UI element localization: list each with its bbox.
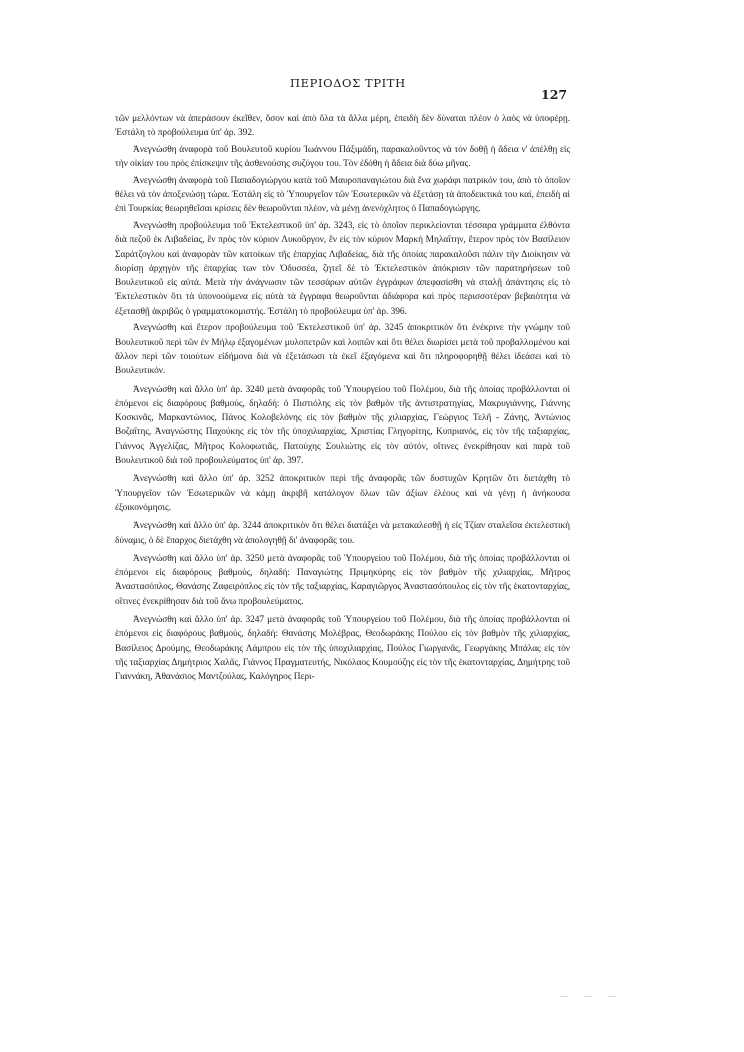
paragraph: Ἀνεγνώσθη καὶ ἄλλο ὑπ' ἀρ. 3240 μετὰ ἀναφορᾶς τοῦ Ὑπουργείου τοῦ Πολέμου, διὰ τῆς ὁποίας προβάλλονται οἱ ἑπόμενοι εἰς διαφόρους βαθμούς, δηλαδή: ὁ Πιστιόλης εἰς τὸν βαθμὸν τῆς ἀντιστρατηγίας, Μακρυγιάννης, Γιάννης Κοσκινᾶς, Μαρκαντώνιος, Πάνος Κολοβελόνης εἰς τὸν βαθμὸν τῆς χιλιαρχίας, Γεώργιος Τελῆ - Ζάνης, Ἀντώνιος Βοζαΐτης, Ἀναγνώστης Παχούκης εἰς τὸν τῆς ὑποχιλιαρχίας, Χριστίας Γληγορίτης, Κυπριανός, εἰς τὸν τῆς ταξιαρχίας, Γιάννος Ἀγγελίζας, Μῆτρος Κολοφωτιᾶς, Πατούχης Σουλιώτης εἰς τὸν αὐτόν, οἵτινες ἐνεκρίθησαν καὶ παρὰ τοῦ Βουλευτικοῦ διὰ τοῦ προβουλεύματος ὑπ' ἀρ. 397. — [115, 384, 570, 467]
paragraph: Ἀνεγνώσθη καὶ ἄλλο ὑπ' ἀρ. 3250 μετὰ ἀναφορᾶς τοῦ Ὑπουργείου τοῦ Πολέμου, διὰ τῆς ὁποίας προβάλλονται οἱ ἑπόμενοι εἰς διαφόρους βαθμούς, δηλαδή: Παναγιώτης Πριμηκύρης εἰς τὸν βαθμὸν τῆς χιλιαρχίας, Μῆτρος Ἀναστασόπλος, Θανάσης Ζαφειρόπλος εἰς τὸν τῆς ταξιαρχίας, Καραγιῶργος Ἀναστασόπουλος εἰς τὸν τῆς ἑκατονταρχίας, οἵτινες ἐνεκρίθησαν διὰ τοῦ ἄνω προβουλεύματος. — [115, 553, 570, 607]
paragraph: Ἀνεγνώσθη προβούλευμα τοῦ Ἐκτελεστικοῦ ὑπ' ἀρ. 3243, εἰς τὸ ὁποῖον περικλείονται τέσσαρα γράμματα ἐλθόντα διὰ πεζοῦ ἐκ Λιβαδείας, ἓν πρὸς τὸν κύριον Λυκοῦργον, ἓν εἰς τὸν κύριον Μαρκὴ Μηλαΐτην, ἕτερον πρὸς τὸν Βασίλειον Σαράτζογλου καὶ ἀναφορὰν τῶν κατοίκων τῆς ἐπαρχίας Λιβαδείας, διὰ τῆς ὁποίας παρακαλοῦσι πάλιν τὴν Διοίκησιν νὰ διορίσῃ ἀρχηγὸν τῆς ἐπαρχίας των τὸν Ὀδυσσέα, ζητεῖ δὲ τὸ Ἐκτελεστικὸν ἀπόκρισιν τῶν παρατηρήσεων τοῦ Βουλευτικοῦ εἰς αὐτά. Μετὰ τὴν ἀνάγνωσιν τῶν τεσσάρων αὐτῶν ἐγγράφων ἀπεφασίσθη νὰ σταλῇ ἀπάντησις εἰς τὸ Ἐκτελεστικὸν ὅτι τὰ ὑπονοούμενα εἰς αὐτὰ τὰ ἔγγραφα θεωροῦνται ἀδιάφορα καὶ πρὸς περισσοτέραν βεβαιότητα νὰ ἐξετασθῇ ἀκριβῶς ὁ γραμματοκομιστής. Ἐστάλη τὸ προβούλευμα ὑπ' ἀρ. 396. — [115, 220, 570, 317]
scan-edge-marks: — — — — [560, 992, 623, 1002]
paragraph: Ἀνεγνώσθη καὶ ἄλλο ὑπ' ἀρ. 3252 ἀποκριτικὸν περὶ τῆς ἀναφορᾶς τῶν δυστυχῶν Κρητῶν ὅτι διετάχθη τὸ Ὑπουργεῖον τῶν Ἐσωτερικῶν νὰ κάμῃ ἀκριβῆ κατάλογον ὅλων τῶν ἀξίων ἐλέους καὶ νὰ γένῃ ἡ ἀνήκουσα ἐξοικονόμησις. — [115, 474, 570, 513]
paragraph: Ἀνεγνώσθη καὶ ἄλλο ὑπ' ἀρ. 3247 μετὰ ἀναφορᾶς τοῦ Ὑπουργείου τοῦ Πολέμου, διὰ τῆς ὁποίας προβάλλονται οἱ ἑπόμενοι εἰς διαφόρους βαθμούς, δηλαδή: Θανάσης Μολέβρας, Θεοδωράκης Πούλου εἰς τὸν βαθμὸν τῆς χιλιαρχίας, Βασίλειος Δρούμης, Θεοδωράκης Λάμπρου εἰς τὸν τῆς ὑποχιλιαρχίας, Πούλος Γιωργανᾶς, Γεωργάκης Μπάλας εἰς τὸν τῆς ταξιαρχίας Δημήτριος Χαλᾶς, Γιάννος Πραγματευτής, Νικόλαος Κουμούζης εἰς τὸν τῆς ἑκατονταρχίας, Δημήτρης τοῦ Γιαννάκη, Ἀθανάσιος Μαντζούλας, Καλόγηρος Περι- — [115, 614, 570, 683]
page-number: 127 — [541, 87, 568, 102]
paragraph: τῶν μελλόντων νὰ ἀπεράσουν ἐκεῖθεν, ὅσον καὶ ἀπὸ ὅλα τὰ ἄλλα μέρη, ἐπειδὴ δὲν δύναται πλέον ὁ λαὸς νὰ ὑποφέρῃ. Ἐστάλη τὸ προβούλευμα ὑπ' ἀρ. 392. — [115, 114, 570, 139]
paragraph: Ἀνεγνώσθη καὶ ἄλλο ὑπ' ἀρ. 3244 ἀποκριτικὸν ὅτι θέλει διατάξει νὰ μετακαλεσθῇ ἡ εἰς Τζίαν σταλεῖσα ἐκτελεστικὴ δύναμις, ὁ δὲ ἔπαρχος διετάχθη νὰ ἀπολογηθῇ δι' ἀναφορᾶς του. — [115, 521, 570, 546]
running-header-title: ΠΕΡΙΟΔΟΣ ΤΡΙΤΗ — [290, 76, 406, 90]
page-body-text — [115, 112, 570, 687]
paragraph: Ἀνεγνώσθη ἀναφορὰ τοῦ Παπαδογιώργου κατὰ τοῦ Μαυροπαναγιώτου διὰ ἕνα χωράφι πατρικόν του, ἀπὸ τὸ ὁποῖον θέλει νὰ τὸν ἀποξενώσῃ τώρα. Ἐστάλη εἰς τὸ Ὑπουργεῖον τῶν Ἐσωτερικῶν νὰ ἐξετάσῃ τὰ ἀποδεικτικά του καί, ἐπειδὴ αἱ ἐπὶ Τουρκίας θεωρηθεῖσαι κρίσεις δὲν θεωροῦνται πλέον, νὰ μένῃ ἀνενόχλητος ὁ Παπαδογιώργης. — [115, 175, 570, 215]
paragraph: Ἀνεγνώσθη ἀναφορὰ τοῦ Βουλευτοῦ κυρίου Ἰωάννου Πάξιμάδη, παρακαλοῦντος νὰ τὸν δοθῇ ἡ ἄδεια ν' ἀπέλθῃ εἰς τὴν οἰκίαν του πρὸς ἐπίσκεψιν τῆς ἀσθενούσης συζύγου του. Τὸν ἐδόθη ἡ ἄδεια διὰ δύω μῆνας. — [115, 144, 570, 170]
paragraph: Ἀνεγνώσθη καὶ ἕτερον προβούλευμα τοῦ Ἐκτελεστικοῦ ὑπ' ἀρ. 3245 ἀποκριτικὸν ὅτι ἐνέκρινε τὴν γνώμην τοῦ Βουλευτικοῦ περὶ τῶν ἐν Μήλῳ ἐξαγομένων μυλοπετρῶν καὶ λοιπῶν καὶ ὅτι θέλει διωρίσει μετὰ τοῦ προβαλλομένου καὶ ἄλλον περὶ τῶν τοιούτων εἰδήμονα διὰ νὰ ἐξετάσωσι τὰ ἐκεῖ ἐξαγόμενα καὶ ὅτι πληροφορηθῇ θέλει ἰδεάσει καὶ τὸ Βουλευτικόν. — [115, 323, 570, 377]
